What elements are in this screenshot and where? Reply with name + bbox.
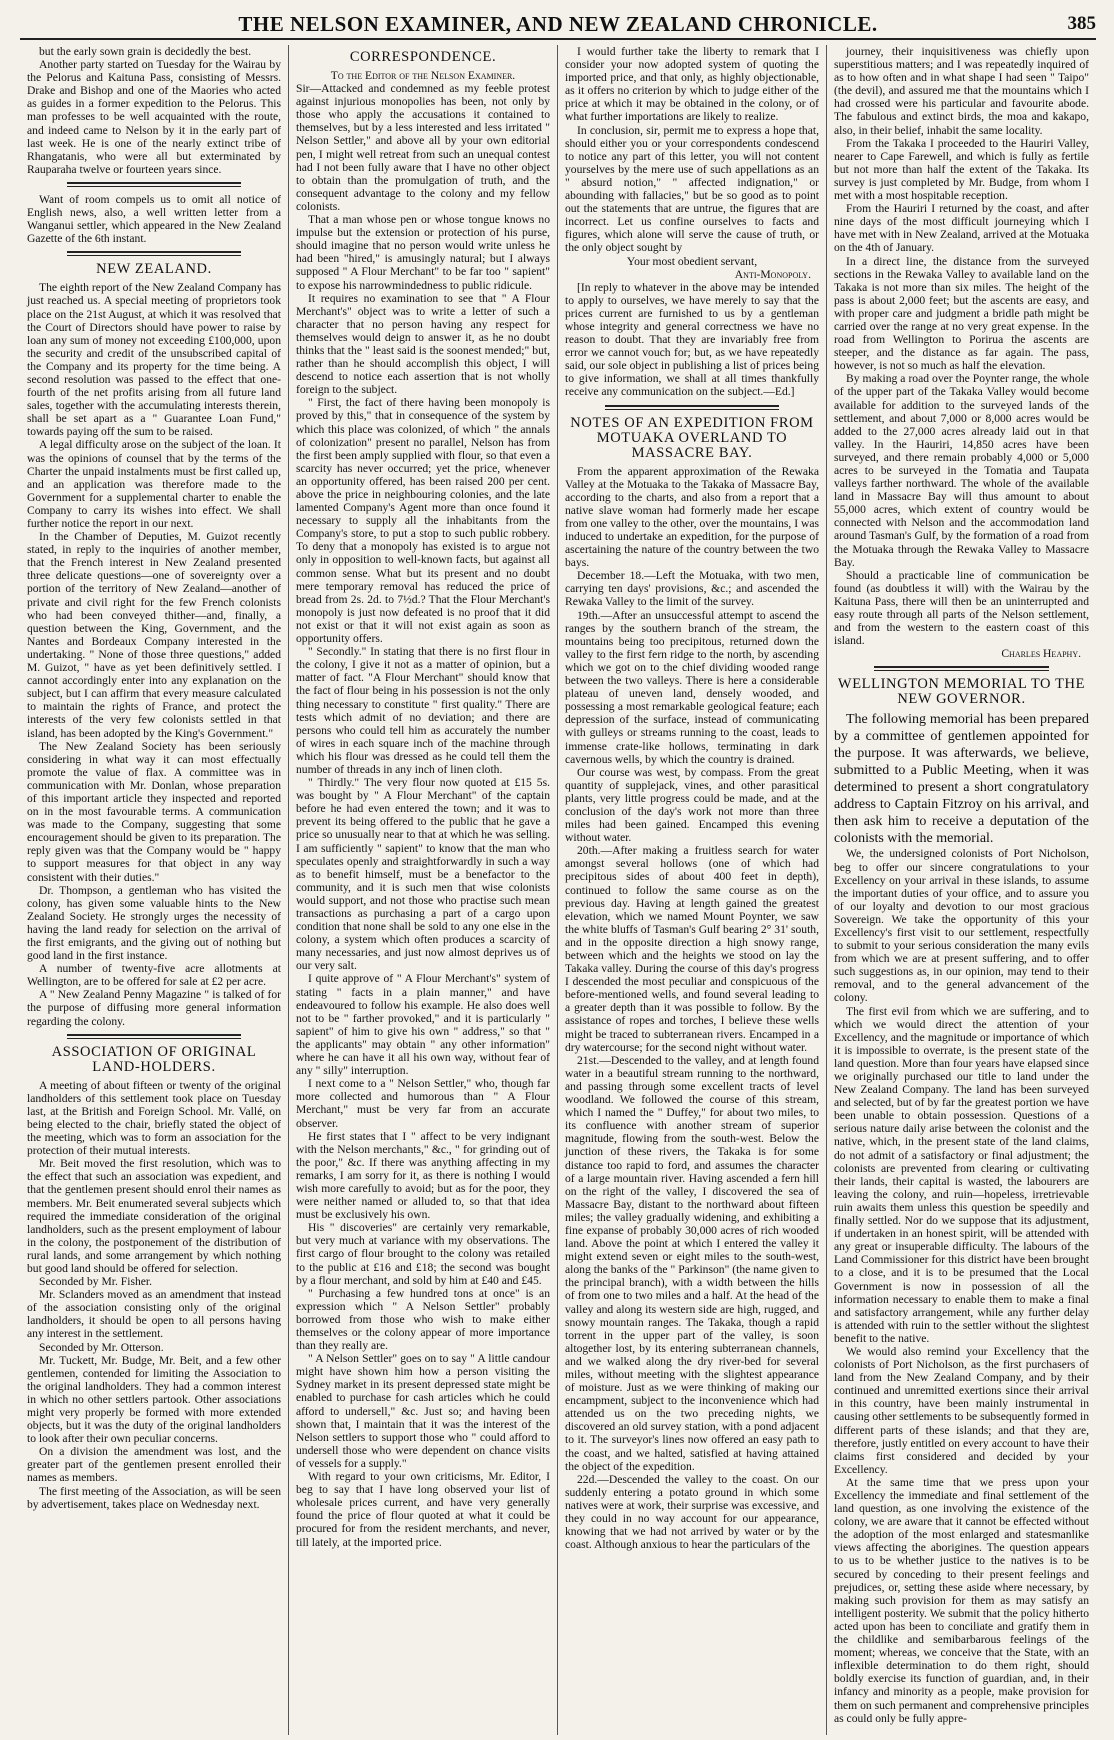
- article-paragraph: It requires no examination to see that " A Flour Merchant's" object was to write a letter of such a character that no person having any respect for themselves would deign to answer it, as he no doubt thinks that the " least said is the soonest mended;" but, rather than he should accomplish this object, I will descend to notice each assertion that is not wholly foreign to the subject.: [296, 291, 550, 397]
- article-paragraph: Mr. Beit moved the first resolution, which was to the effect that such an association was expedient, and that the gentlemen present should enrol their names as members. Mr. Beit enumerated several subjects which required the immediate consideration of the original landholders, such as the present employment of labour in the colony, the postponement of the distribution of rural lands, and some arrangement by which nothing but good land should be offered for selection.: [27, 1157, 281, 1275]
- article-paragraph: Seconded by Mr. Fisher.: [39, 1275, 153, 1289]
- section-heading: ASSOCIATION OF ORIGINAL LAND-HOLDERS.: [51, 1043, 257, 1075]
- article-paragraph: His " discoveries" are certainly very remarkable, but very much at variance with my observations. The first cargo of flour brought to the colony was retailed to the public at £16 and £18; the second was bought by a flour merchant, and sold by him at £40 and £45.: [296, 1221, 550, 1287]
- column-3: [558, 45, 827, 1735]
- article-paragraph: In conclusion, sir, permit me to express a hope that, should either you or your correspondents condescend to notice any part of this letter, you will not content yourselves by the mere use of such appellations as an " absurd notion," " affected indignation," or abounding with fallacies," but be so good as to point out the statements that are untrue, the figures that are incorrect. Let us confine ourselves to facts and figures, which alone will serve the cause of truth, or the only object sought by: [565, 123, 819, 255]
- article-paragraph: Seconded by Mr. Otterson.: [39, 1340, 164, 1354]
- section-heading: CORRESPONDENCE.: [349, 49, 497, 65]
- article-paragraph: I next come to a " Nelson Settler," who, though far more collected and humorous than " A Flour Merchant," must be very far from an accurate observer.: [296, 1077, 550, 1130]
- divider: [67, 186, 241, 187]
- article-paragraph: He first states that I " affect to be very indignant with the Nelson merchants," &c., " for grinding out of the poor," &c. If there was anything affecting in my remarks, I am sorry for it, as there is nothing I would wish more carefully to avoid; but as for the poor, they were neither named or alluded to, so that that idea must be exclusively his own.: [296, 1129, 550, 1222]
- article-paragraph: " A Nelson Settler" goes on to say " A little candour might have shown him how a person visiting the Sydney market in its present depressed state might be enabled to purchase for cash articles which he could afford to undersell," &c. Just so; and having been shown that, I maintain that it was the interest of the Nelson settlers to support those who " could afford to undersell those who were dependent on chance visits of vessels for a supply.": [296, 1352, 550, 1470]
- article-paragraph: On a division the amendment was lost, and the greater part of the gentlemen present enrolled their names as members.: [27, 1445, 281, 1485]
- article-paragraph: 22d.—Descended the valley to the coast. On our suddenly entering a potato ground in which some natives were at work, their surprise was excessive, and they could in no way account for our appearance, knowing that we had not arrived by water or by the coast. Although anxious to hear the particulars of the: [565, 1472, 819, 1552]
- section-heading: NOTES OF AN EXPEDITION FROM MOTUAKA OVERLAND TO MASSACRE BAY.: [570, 414, 814, 461]
- section-heading: WELLINGTON MEMORIAL TO THE NEW GOVERNOR.: [837, 676, 1086, 708]
- article-paragraph: I quite approve of " A Flour Merchant's" system of stating " facts in a plain manner," and have endeavoured to follow his example. He also does well not to be " farther provoked," and it is particularly " sapient" of him to give his own " address," so that " the applicants" may obtain " any other information" where he can have it all his own way, without fear of any " silly" interruption.: [296, 972, 550, 1078]
- article-paragraph: By making a road over the Poynter range, the whole of the upper part of the Takaka Valley would become available for addition to the surveyed lands of the settlement, and about 7,000 or 8,000 acres would be added to the 27,000 acres already laid out in that valley. In the Hauriri, 14,850 acres have been surveyed, and there remain probably 4,000 or 5,000 acres to be surveyed in the Tomatia and Taupata valleys farther northward. The whole of the available land in Massacre Bay will thus amount to about 55,000 acres, which extent of country would be connected with Nelson and the accommodation land around Tasman's Gulf, by the formation of a road from the Motuaka through the Rewaka Valley to Massacre Bay.: [834, 372, 1089, 569]
- article-paragraph: A legal difficulty arose on the subject of the loan. It was the opinions of counsel that by the terms of the Charter the unpaid instalments must be first called up, and an application was therefore made to the Government for a supplemental charter to enable the Company to carry its wishes into effect. We shall further notice the report in our next.: [27, 438, 281, 530]
- masthead: [20, 10, 1096, 40]
- article-paragraph: 21st.—Descended to the valley, and at length found water in a beautiful stream running to the northward, and passing through some excellent tracts of level woodland. We followed the course of this stream, which I named the " Duffey," for about two miles, to its confluence with another stream of superior magnitude, flowing from the south-west. Below the junction of these rivers, the Takaka is for some distance too rapid to ford, and assumes the character of a large mountain river. Having ascended a fern hill on the right of the valley, I discovered the sea of Massacre Bay, distant to the northward about fifteen miles; the valley gradually widening, and exhibiting a fine expanse of probably 30,000 acres of rich wooded land. Above the point at which I entered the valley it might extend seven or eight miles to the south-west, along the banks of the " Parkinson" (the name given to the principal branch), with a width between the hills of from one to two miles and a half. At the head of the valley and along its western side are high, rugged, and snowy mountain ranges. The Takaka, though a rapid torrent in the upper part of the valley, is soon altogether lost, by its entering subterranean channels, and we walked along the dry river-bed for several miles, without meeting with the slightest appearance of moisture. Just as we were thinking of making our encampment, subject to the inconvenience which had attended us on the two preceding nights, we discovered an old survey station, with a pond adjacent to it. The surveyor's lines now offered an easy path to the coast, and we halted, satisfied at having attained the object of the expedition.: [565, 1053, 819, 1473]
- column-2: [289, 45, 558, 1735]
- article-paragraph: Mr. Tuckett, Mr. Budge, Mr. Beit, and a few other gentlemen, contended for limiting the Association to the original landholders. They had a common interest in which no other settlers partook. Other associations might very properly be formed with more extended objects, but it was the duty of the original landholders to look after their own peculiar concerns.: [27, 1353, 281, 1446]
- page-number: 385: [1067, 13, 1096, 34]
- article-paragraph: Another party started on Tuesday for the Wairau by the Pelorus and Kaituna Pass, consisting of Messrs. Drake and Bishop and one of the Maories who acted as guides in a former expedition to the Pelorus. This man professes to be well acquainted with the route, and indeed came to Nelson by it in the early part of last week. He is one of the nearly extinct tribe of Rhangatanis, who were all but exterminated by Rauparaha twelve or fourteen years since.: [27, 58, 281, 176]
- article-paragraph: Want of room compels us to omit all notice of English news, also, a well written letter from a Wanganui settler, which appeared in the New Zealand Gazette of the 6th instant.: [27, 192, 281, 246]
- divider: [67, 255, 241, 256]
- columns: [20, 45, 1096, 1735]
- article-paragraph: The first evil from which we are suffering, and to which we would direct the attention of your Excellency, and the magnitude or importance of which it is impossible to overrate, is the present state of the land question. More than four years have elapsed since we originally purchased our title to land under the New Zealand Company. The land has been surveyed and selected, but of by far the greatest portion we have been unable to obtain possession. Questions of a serious nature daily arise between the colonist and the native, which, in the present state of the land claims, do not admit of a satisfactory or final adjustment; the colonists are prevented from clearing or cultivating their lands, their capital is wasted, the labourers are leaving the colony, and ruin—hopeless, irretrievable ruin awaits them unless this question be speedily and finally settled. Nor do we suppose that its adjustment, if undertaken in an honest spirit, will be attended with any great or insuperable difficulty. The labours of the Land Commissioner for this district have been brought to a close, and it is to be presumed that the Local Government is now in possession of all the information necessary to enable them to make a final and satisfactory arrangement, while any further delay is attended with ruin to the settler without the slightest benefit to the native.: [834, 1004, 1089, 1345]
- column-4: [827, 45, 1096, 1735]
- article-paragraph: Our course was west, by compass. From the great quantity of supplejack, vines, and other parasitical plants, very little progress could be made, and at the conclusion of the day's work not more than three miles had been gained. Encamped this evening without water.: [565, 765, 819, 845]
- article-paragraph: but the early sown grain is decidedly the best.: [39, 45, 252, 58]
- salutation: To the Editor of the Nelson Examiner.: [330, 69, 516, 82]
- article-paragraph: " Secondly." In stating that there is no first flour in the colony, I give it not as a matter of opinion, but a matter of fact. "A Flour Merchant" should know that the fact of flour being in his possession is not the only thing necessary to constitute " first quality." There are tests which admit of no deviation; and there are persons who could tell him as accurately the number of wires in each square inch of the machine through which his flour was dressed as he could tell them the number of threads in any inch of linen cloth.: [296, 645, 550, 776]
- article-paragraph: At the same time that we press upon your Excellency the immediate and final settlement of the land question, as one involving the existence of the colony, we are aware that it cannot be effected without the adoption of the most enlarged and statesmanlike views affecting the aborigines. The question appears to us to be whether justice to the natives is to be secured by conceding to their present feelings and prejudices, or, setting these aside where necessary, by making such provision for them as may satisfy an intelligent posterity. We submit that the policy hitherto acted upon has been to conciliate and gratify them in the childlike and semibarbarous feelings of the moment; whereas, we conceive that the State, with an inflexible determination to do them right, should boldly exercise its function of guardian, and, in their infancy and minority as a people, make provision for them on such permanent and comprehensive principles as could only be fully appre-: [834, 1475, 1089, 1725]
- section-heading: NEW ZEALAND.: [96, 261, 212, 278]
- article-paragraph: 19th.—After an unsuccessful attempt to ascend the ranges by the southern branch of the stream, the mountains being too precipitous, returned down the valley to the first fern ridge to the north, by ascending which we got on to the chief dividing wooded range between the two valleys. There is here a considerable plateau of uneven land, densely wooded, and possessing a most remarkable geological feature; each depression of the surface, instead of communicating with gulleys or streams running to the coast, leads to immense crate-like hollows, terminating in dark cavernous wells, by which the country is drained.: [565, 608, 819, 766]
- article-paragraph: December 18.—Left the Motuaka, with two men, carrying ten days' provisions, &c.; and ascended the Rewaka Valley to the limit of the survey.: [565, 569, 819, 609]
- divider: [67, 251, 241, 253]
- article-paragraph: 20th.—After making a fruitless search for water amongst several hollows (one of which had precipitous sides of about 400 feet in depth), continued to follow the same course as on the previous day. Having at length gained the greatest elevation, which we named Mount Poynter, we saw the white bluffs of Tasman's Gulf bearing 2° 31' south, and in the opposite direction a high snowy range, between which and the heights we stood on lay the Takaka valley. During the course of this day's progress I descended the most peculiar and conspicuous of the before-mentioned wells, and found several leading to a greater depth than it was possible to follow. By the assistance of ropes and torches, I believe these wells might be traced to subterranean rivers. Encamped in a dry watercourse; for the second night without water.: [565, 844, 819, 1054]
- article-paragraph: The following memorial has been prepared by a committee of gentlemen appointed for the purpose. It was afterwards, we believe, submitted to a Public Meeting, when it was determined to present a short congratulatory address to Captain Fitzroy on his arrival, and then ask him to receive a deputation of the colonists with the memorial.: [834, 712, 1089, 847]
- article-paragraph: Dr. Thompson, a gentleman who has visited the colony, has given some valuable hints to the New Zealand Society. He strongly urges the necessity of having the land ready for selection on the arrival of the first emigrants, and the giving out of nothing but good land in the first instance.: [27, 883, 281, 963]
- divider: [874, 670, 1049, 671]
- article-paragraph: From the apparent approximation of the Rewaka Valley at the Motuaka to the Takaka of Massacre Bay, according to the charts, and also from a report that a native slave woman had formerly made her escape from one valley to the other, over the mountains, I was induced to undertake an expedition, for the purpose of ascertaining the nature of the country between the two bays.: [565, 464, 819, 570]
- article-paragraph: The New Zealand Society has been seriously considering in what way it can most effectually promote the value of flax. A committee was in communication with Mr. Donlan, whose preparation of this important article they inspected and reported on in the most favourable terms. A communication was made to the Company, suggesting that some encouragement should be given to its preparation. The reply given was that the Company would be " happy to support measures for that object in any way consistent with their duties.": [27, 739, 281, 884]
- divider: [67, 1038, 241, 1039]
- article-paragraph: With regard to your own criticisms, Mr. Editor, I beg to say that I have long observed your list of wholesale prices current, and have very generally found the price of flour quoted at what it could be procured for from the resident merchants, and never, till lately, at the imported price.: [296, 1470, 550, 1549]
- article-signature: Charles Heaphy.: [1001, 647, 1081, 661]
- article-paragraph: In the Chamber of Deputies, M. Guizot recently stated, in reply to the inquiries of another member, that the French interest in New Zealand presented three delicate questions—one of sovereignty over a portion of the territory of New Zealand—another of private and civil right for the few French colonists who had been conveyed thither—and, finally, a question between the King, Government, and the Nantes and Bordeaux Company interested in the undertaking. " None of those three questions," added M. Guizot, " have as yet been definitively settled. I cannot accordingly enter into any explanation on the subject, but I can affirm that every measure calculated to maintain the rights of France, and protect the interests of the very few colonists settled in that island, has been adopted by the King's Government.": [27, 530, 281, 740]
- letter-signature: Anti-Monopoly.: [734, 267, 811, 281]
- article-paragraph: " Purchasing a few hundred tons at once" is an expression which " A Nelson Settler" probably borrowed from those who wish to make either themselves or the colony appear of more importance than they really are.: [296, 1286, 550, 1353]
- letter-closing: Your most obedient servant,: [626, 254, 758, 268]
- article-paragraph: The first meeting of the Association, as will be seen by advertisement, takes place on Wednesday next.: [27, 1484, 281, 1511]
- divider: [67, 182, 241, 184]
- article-paragraph: I would further take the liberty to remark that I consider your now adopted system of quoting the imported price, and that only, as highly objectionable, as it offers no criterion by which to judge either of the price at which it may be obtained in the colony, or of what further importations are likely to realize.: [565, 45, 819, 124]
- newspaper-title: THE NELSON EXAMINER, AND NEW ZEALAND CHRONICLE.: [238, 12, 878, 36]
- article-paragraph: We would also remind your Excellency that the colonists of Port Nicholson, as the first purchasers of land from the New Zealand Company, and by their continued and unremitted exertions since their arrival in this country, have been mainly instrumental in causing other settlements to be subsequently formed in different parts of these islands; and that they are, therefore, justly entitled on every account to have their claims first considered and decided by your Excellency.: [834, 1344, 1089, 1476]
- divider: [874, 666, 1049, 668]
- article-paragraph: A " New Zealand Penny Magazine " is talked of for the purpose of diffusing more general information regarding the colony.: [27, 988, 281, 1028]
- article-paragraph: From the Hauriri I returned by the coast, and after nine days of the most difficult journeying which I have met with in New Zealand, arrived at the Motuaka on the 4th of January.: [834, 202, 1089, 255]
- article-paragraph: journey, their inquisitiveness was chiefly upon superstitious matters; and I was repeatedly inquired of as to how often and in what shape I had seen " Taipo" (the devil), and assured me that the mountains which I had crossed were his particular and favourite abode. The fabulous and extinct birds, the moa and kakapo, also, in their belief, inhabit the same locality.: [834, 45, 1089, 137]
- article-paragraph: Mr. Sclanders moved as an amendment that instead of the association consisting only of the original landholders, it should be open to all persons having any interest in the settlement.: [27, 1288, 281, 1341]
- article-paragraph: " Thirdly." The very flour now quoted at £15 5s. was bought by " A Flour Merchant" of the captain before he had even entered the town; and it was to prevent its being offered to the public that he gave a price so unusually near to that at which he was selling. I am sufficiently " sapient" to know that the man who speculates openly and straightforwardly in such a way as to benefit himself, must be a benefactor to the community, and it is such men that wise colonists would support, and not those who practise such mean transactions as purchasing a part of a cargo upon condition that none shall be sold to any one else in the colony, a system which often produces a scarcity of many necessaries, and just now almost deprives us of our very salt.: [296, 776, 550, 973]
- divider: [605, 405, 779, 407]
- divider: [67, 1034, 241, 1036]
- article-paragraph: In a direct line, the distance from the surveyed sections in the Rewaka Valley to available land on the Takaka is not more than six miles. The height of the pass is about 2,000 feet; but the ascents are easy, and with proper care and judgment a bridle path might be carried over the range at no very great expense. In the road from Wellington to Porirua the ascents are steeper, and the distance as far again. The pass, however, is not so much as half the elevation.: [834, 254, 1089, 373]
- article-paragraph: A number of twenty-five acre allotments at Wellington, are to be offered for sale at £2 per acre.: [27, 962, 281, 989]
- article-paragraph: We, the undersigned colonists of Port Nicholson, beg to offer our sincere congratulations to your Excellency on your arrival in these islands, to assume the important duties of your office, and to assure you of our loyalty and devotion to our most gracious Sovereign. We take the opportunity of this your Excellency's first visit to our settlement, respectfully to submit to your serious consideration the many evils from which we are at present suffering, and to offer such suggestions as, in our opinion, may tend to their removal, and to the general advancement of the colony.: [834, 847, 1089, 1005]
- article-paragraph: Sir—Attacked and condemned as my feeble protest against injurious monopolies has been, not only by those who apply the accusations it contained to themselves, but by a less interested and less irritated " Nelson Settler," and above all by your own editorial pen, I might well retreat from such an unequal contest had I not been fully aware that I have no other object to obtain than the promulgation of truth, and the consequent advantage to the colony and my fellow colonists.: [296, 82, 550, 213]
- article-paragraph: " First, the fact of there having been monopoly is proved by this," that in consequence of the system by which this place was colonized, of which " the annals of colonization" present no parallel, Nelson has from the first been amply supplied with flour, so that even a scarcity has never occurred; yet the price, whenever an opportunity offered, has been raised 200 per cent. above the price in neighbouring colonies, and the late lamented Company's Agent more than once found it necessary to supply all the inhabitants from the Company's store, to put a stop to such public robbery. To deny that a monopoly has existed is to argue not only in opposition to well-known facts, but against all common sense. What but its present and no doubt mere temporary removal has reduced the price of bread from 2s. 2d. to 7½d.? That the Flour Merchant's monopoly is just now defeated is no proof that it did not exist or that it will not exist again as soon as opportunity offers.: [296, 396, 550, 646]
- divider: [605, 409, 779, 410]
- column-1: [20, 45, 289, 1735]
- article-paragraph: From the Takaka I proceeded to the Hauriri Valley, nearer to Cape Farewell, and which is fully as fertile but not more than half the extent of the Takaka. Its survey is just completed by Mr. Budge, from whom I met with a most hospitable reception.: [834, 136, 1089, 203]
- article-paragraph: A meeting of about fifteen or twenty of the original landholders of this settlement took place on Tuesday last, at the British and Foreign School. Mr. Vallé, on being elected to the chair, briefly stated the object of the meeting, which was to form an association for the protection of their mutual interests.: [27, 1078, 281, 1158]
- editor-note: [In reply to whatever in the above may be intended to apply to ourselves, we have merely to say that the prices current are furnished to us by a gentleman whose integrity and general correctness we have no reason to doubt. That they are invariably free from error we cannot vouch for; but, as we have repeatedly said, our sole object in publishing a list of prices being to give information, we shall at all times thankfully receive any communication on the subject.—Ed.]: [565, 280, 819, 399]
- article-paragraph: Should a practicable line of communication be found (as doubtless it will) with the Wairau by the Kaituna Pass, there will then be an uninterrupted and easy route through all parts of the Nelson settlement, and from the western to the eastern coast of this island.: [834, 568, 1089, 648]
- article-paragraph: That a man whose pen or whose tongue knows no impulse but the extension or protection of his purse, should imagine that no person would write unless he had been "hired," is amusingly natural; but I always supposed " A Flour Merchant" to be far too " sapient" to expose his narrowmindedness to public ridicule.: [296, 213, 550, 292]
- article-paragraph: The eighth report of the New Zealand Company has just reached us. A special meeting of proprietors took place on the 21st August, at which it was resolved that the Court of Directors should have power to raise by loan any sum of money not exceeding £100,000, upon the security and credit of the unsubscribed capital of the Company and its property for the time being. A second resolution was passed to the effect that one-fourth of the net profits arising from all future land sales, together with the accumulating interests therein, shall be set apart as a " Guarantee Loan Fund," towards paying off the sum to be raised.: [27, 281, 281, 439]
